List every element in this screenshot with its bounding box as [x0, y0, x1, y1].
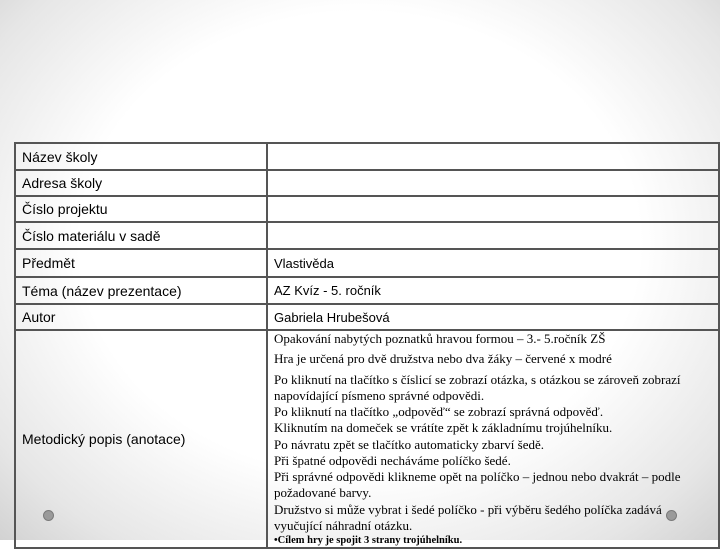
author-value: Gabriela Hrubešová — [267, 304, 719, 330]
description-line: Opakování nabytých poznatků hravou formou – 3.- 5.ročník ZŠ — [274, 331, 606, 346]
project-info-table — [14, 142, 720, 549]
description-line: Při špatné odpovědi necháváme políčko šedé. — [274, 452, 511, 468]
subject-value: Vlastivěda — [267, 249, 719, 277]
description-line: Hra je určená pro dvě družstva nebo dva žáky – červené x modré — [274, 351, 612, 367]
table-row-author — [15, 304, 719, 330]
description-goal: •Cílem hry je spojit 3 strany trojúhelníku. — [274, 535, 463, 546]
material-number-label: Číslo materiálu v sadě — [15, 222, 267, 249]
table-row-project-number — [15, 196, 719, 222]
bottom-left-dot — [43, 510, 54, 521]
table-row-school-address — [15, 170, 719, 196]
project-number-label: Číslo projektu — [15, 196, 267, 222]
table-row-school-name — [15, 143, 719, 170]
project-number-value — [267, 196, 719, 222]
bottom-right-dot — [666, 510, 677, 521]
description-line: Kliknutím na domeček se vrátíte zpět k základnímu trojúhelníku. — [274, 420, 613, 436]
description-line: Po kliknutí na tlačítko „odpověď“ se zobrazí správná odpověď. — [274, 404, 604, 419]
school-name-value — [267, 143, 719, 170]
author-label: Autor — [15, 304, 267, 330]
topic-label: Téma (název prezentace) — [15, 277, 267, 304]
description-line: Po návratu zpět se tlačítko automaticky zbarví šedě. — [274, 436, 545, 452]
topic-value: AZ Kvíz - 5. ročník — [267, 277, 719, 304]
description-line: Při správné odpovědi klikneme opět na políčko – jednou nebo dvakrát – podle požadované barvy. — [274, 469, 681, 501]
table-row-subject — [15, 249, 719, 277]
table-row-topic — [15, 277, 719, 304]
table-row-description — [15, 330, 719, 548]
subject-label: Předmět — [15, 249, 267, 277]
description-line: Družstvo si může vybrat i šedé políčko - při výběru šedého políčka zadává vyučující náhradní otázku. — [274, 501, 662, 533]
description-text — [267, 330, 719, 548]
table-row-material-number — [15, 222, 719, 249]
school-address-label: Adresa školy — [15, 170, 267, 196]
description-line: Po kliknutí na tlačítko s číslicí se zobrazí otázka, s otázkou se zároveň zobrazí napovídající písmeno správné odpovědi. — [274, 371, 681, 403]
school-address-value — [267, 170, 719, 196]
description-label: Metodický popis (anotace) — [15, 330, 267, 548]
school-name-label: Název školy — [15, 143, 267, 170]
material-number-value — [267, 222, 719, 249]
